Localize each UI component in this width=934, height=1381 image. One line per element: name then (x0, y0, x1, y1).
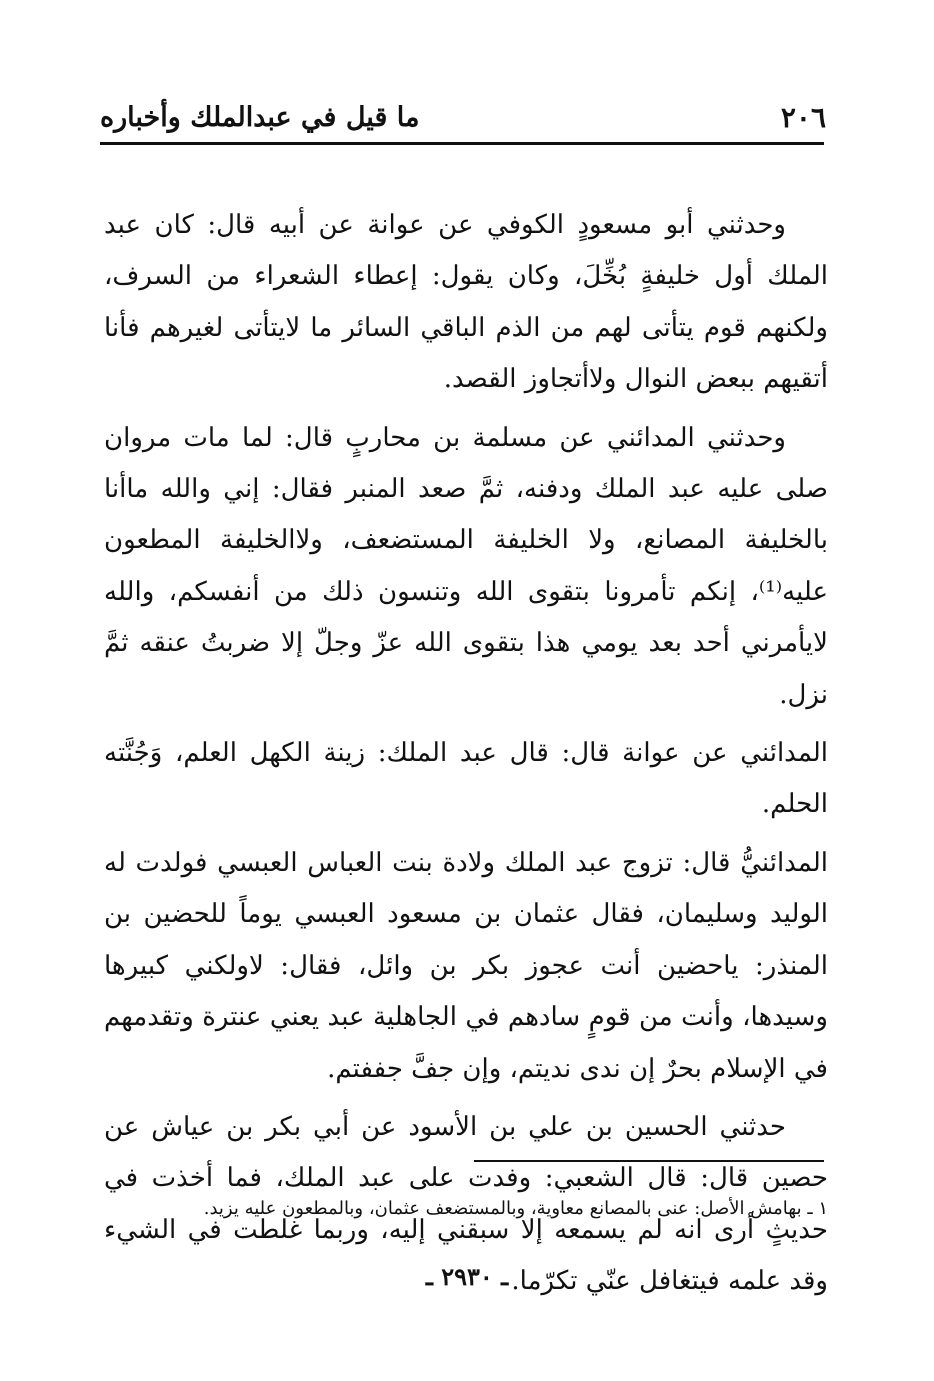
main-text (104, 200, 828, 1315)
bottom-page-number: ـ ٢٩٣٠ ـ (425, 1262, 509, 1291)
page-number: ٢٠٦ (780, 101, 826, 134)
paragraph: وحدثني أبو مسعودٍ الكوفي عن عوانة عن أبيه قال: كان عبد الملك أول خليفةٍ بُخِّلَ، وكان يقول: إعطاء الشعراء من السرف، ولكنهم قوم يتأتى لهم من الذم الباقي السائر ما لايتأتى لغيرهم فأنا أتقيهم ببعض النوال ولاأتجاوز القصد. (104, 210, 828, 395)
paragraph: المدائني عن عوانة قال: قال عبد الملك: زينة الكهل العلم، وَجُنَّته الحلم. (104, 738, 828, 820)
running-title: ما قيل في عبدالملك وأخباره (100, 102, 420, 133)
footnote: ١ ـ بهامش الأصل: عنى بالمصانع معاوية، وبالمستضعف عثمان، وبالمطعون عليه يزيد. (203, 1198, 828, 1219)
paragraph: المدائنيُّ قال: تزوج عبد الملك ولادة بنت العباس العبسي فولدت له الوليد وسليمان، فقال عثمان بن مسعود العبسي يوماً للحضين بن المنذر: ياحضين أنت عجوز بكر بن وائل، فقال: لاولكني كبيرها وسيدها، وأنت من قومٍ سادهم في الجاهلية عبد يعني عنترة وتقدمهم في الإسلام بحرٌ إن ندى نديتم، وإن جفَّ جففتم. (104, 847, 828, 1084)
header-divider (100, 142, 824, 145)
paragraph: وحدثني المدائني عن مسلمة بن محاربٍ قال: لما مات مروان صلى عليه عبد الملك ودفنه، ثمَّ صعد المنبر فقال: إني والله ماأنا بالخليفة المصانع، ولا الخليفة المستضعف، ولاالخليفة المطعون عليه⁽¹⁾، إنكم تأمرونا بتقوى الله وتنسون ذلك من أنفسكم، والله لايأمرني أحد بعد يومي هذا بتقوى الله عزّ وجلّ إلا ضربتُ عنقه ثمَّ نزل. (104, 422, 828, 710)
footnote-divider (474, 1160, 824, 1162)
running-header (100, 92, 826, 138)
paragraph: حدثني الحسين بن علي بن الأسود عن أبي بكر بن عياش عن حصين قال: قال الشعبي: وفدت على عبد الملك، فما أخذت في حديثٍ أرى انه لم يسمعه إلا سبقني إليه، وربما غلطت في الشيء وقد علمه فيتغافل عنّي تكرّما. (104, 1111, 828, 1297)
